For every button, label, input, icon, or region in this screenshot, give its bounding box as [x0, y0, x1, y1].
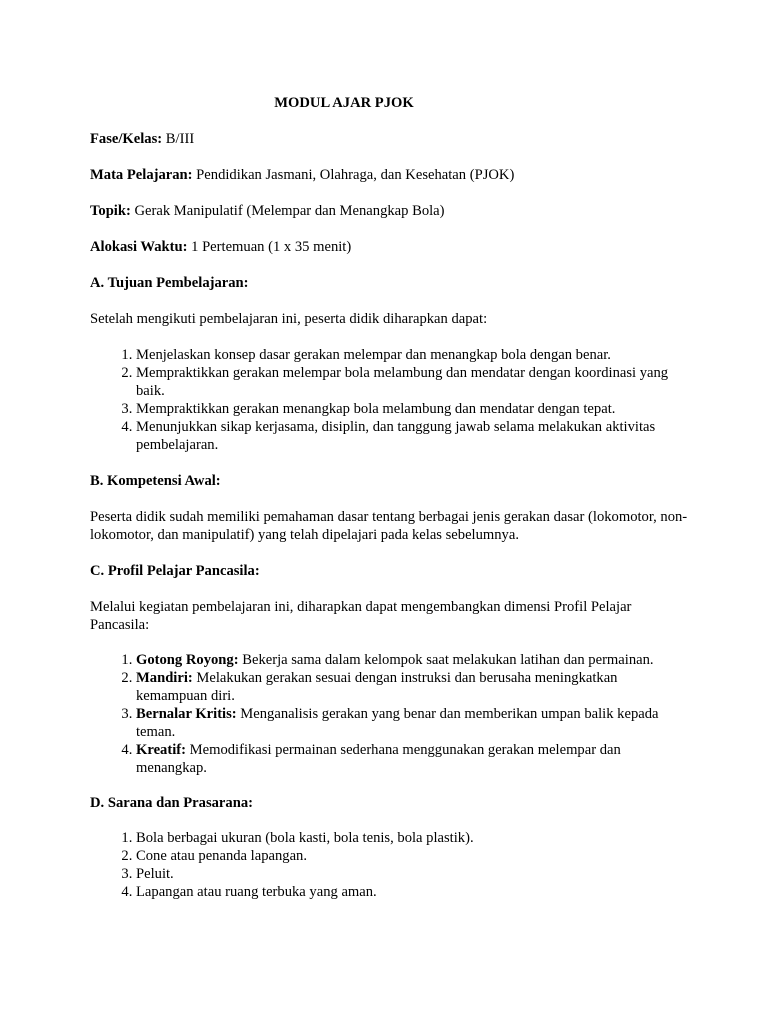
fase-kelas-value: B/III	[162, 131, 195, 147]
list-item-label: Bernalar Kritis:	[136, 706, 237, 722]
alokasi-waktu-line	[90, 238, 690, 256]
list-item	[136, 741, 680, 777]
list-item: 1. Bola berbagai ukuran (bola kasti, bola tenis, bola plastik).	[136, 829, 680, 847]
document-title: MODUL AJAR PJOK	[274, 95, 414, 111]
topik-value: Gerak Manipulatif (Melempar dan Menangkap Bola)	[130, 203, 445, 219]
list-item	[136, 651, 680, 669]
list-item-text: Melakukan gerakan sesuai dengan instruksi dan berusaha meningkatkan kemampuan diri.	[136, 670, 618, 704]
section-d-heading: D. Sarana dan Prasarana:	[90, 795, 253, 811]
list-item	[136, 669, 680, 705]
list-item: 2. Mempraktikkan gerakan melempar bola melambung dan mendatar dengan koordinasi yang baik.	[136, 364, 680, 400]
list-item: 4. Lapangan atau ruang terbuka yang aman.	[136, 883, 680, 901]
list-item	[136, 705, 680, 741]
list-item-text: Bekerja sama dalam kelompok saat melakukan latihan dan permainan.	[238, 652, 654, 668]
alokasi-waktu-label: Alokasi Waktu:	[90, 239, 188, 255]
list-item-label: Gotong Royong:	[136, 652, 239, 668]
profil-list	[90, 651, 680, 777]
section-c-heading: C. Profil Pelajar Pancasila:	[90, 563, 260, 579]
list-item-text: Memodifikasi permainan sederhana menggunakan gerakan melempar dan menangkap.	[136, 742, 621, 776]
list-item: 2. Cone atau penanda lapangan.	[136, 847, 680, 865]
list-item-label: Kreatif:	[136, 742, 186, 758]
fase-kelas-line	[90, 130, 690, 148]
list-item: 4. Menunjukkan sikap kerjasama, disiplin, dan tanggung jawab selama melakukan aktivitas pembelajaran.	[136, 418, 680, 454]
section-a-intro: Setelah mengikuti pembelajaran ini, peserta didik diharapkan dapat:	[90, 311, 488, 327]
sarana-list	[90, 829, 680, 901]
topik-line	[90, 202, 690, 220]
tujuan-list	[90, 346, 680, 454]
section-b-heading: B. Kompetensi Awal:	[90, 473, 221, 489]
section-a-heading: A. Tujuan Pembelajaran:	[90, 275, 249, 291]
mata-pelajaran-line	[90, 166, 690, 184]
list-item-label: Mandiri:	[136, 670, 193, 686]
topik-label: Topik:	[90, 203, 131, 219]
section-c-intro: Melalui kegiatan pembelajaran ini, diharapkan dapat mengembangkan dimensi Profil Pelajar Pancasila:	[90, 599, 632, 633]
mata-pelajaran-value: Pendidikan Jasmani, Olahraga, dan Kesehatan (PJOK)	[192, 167, 515, 183]
alokasi-waktu-value: 1 Pertemuan (1 x 35 menit)	[187, 239, 352, 255]
list-item-text: Menganalisis gerakan yang benar dan memberikan umpan balik kepada teman.	[136, 706, 659, 740]
list-item: 1. Menjelaskan konsep dasar gerakan melempar dan menangkap bola dengan benar.	[136, 346, 680, 364]
section-b-text: Peserta didik sudah memiliki pemahaman dasar tentang berbagai jenis gerakan dasar (lokomotor, non-lokomotor, dan manipulatif) yang telah dipelajari pada kelas sebelumnya.	[90, 509, 688, 543]
list-item: 3. Peluit.	[136, 865, 680, 883]
fase-kelas-label: Fase/Kelas:	[90, 131, 163, 147]
mata-pelajaran-label: Mata Pelajaran:	[90, 167, 193, 183]
list-item: 3. Mempraktikkan gerakan menangkap bola melambung dan mendatar dengan tepat.	[136, 400, 680, 418]
